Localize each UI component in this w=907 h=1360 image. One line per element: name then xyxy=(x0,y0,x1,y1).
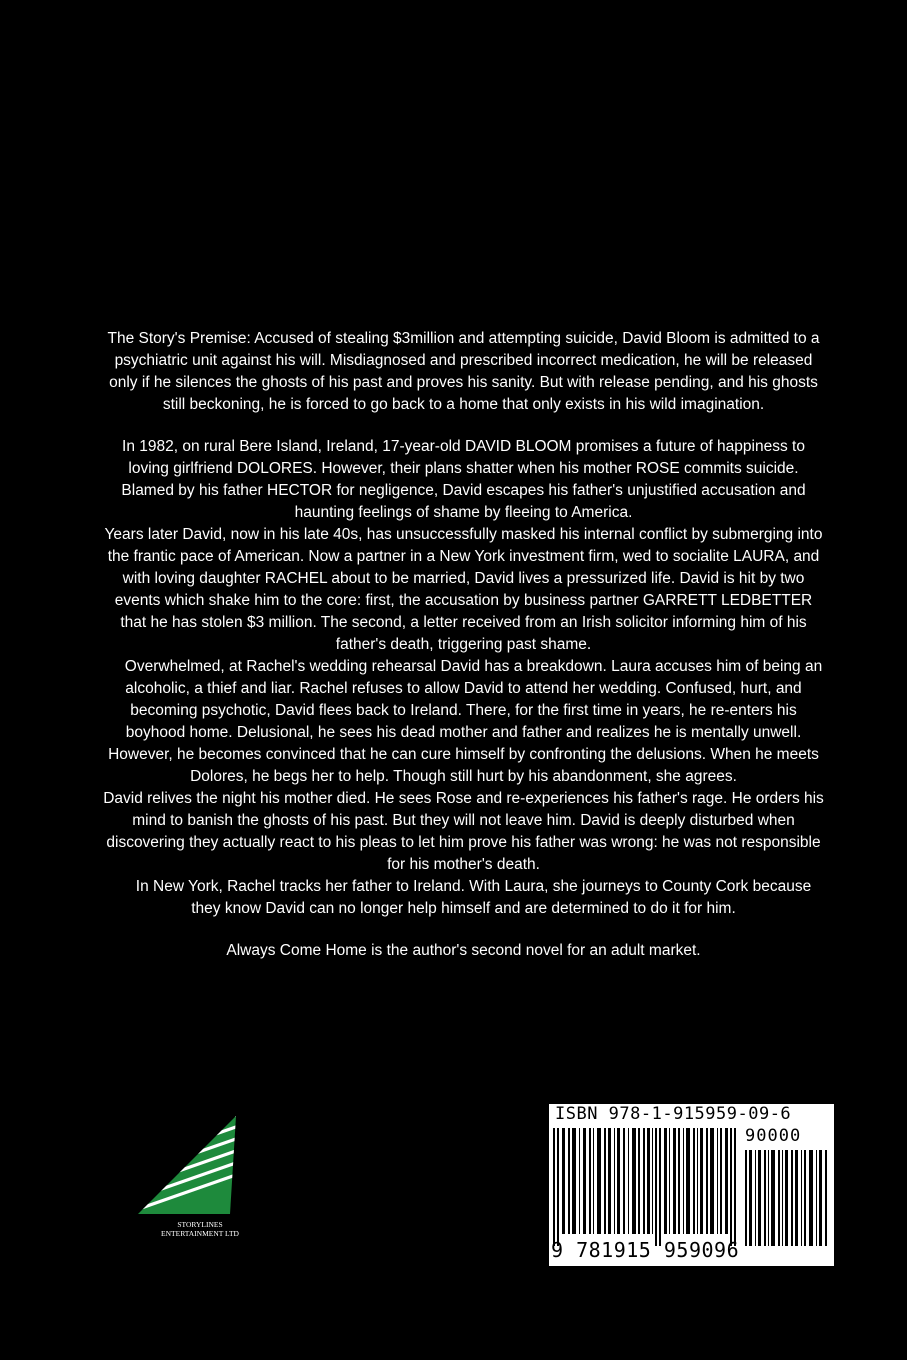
barcode-digits: 9 781915 959096 xyxy=(551,1238,740,1262)
isbn-barcode xyxy=(549,1104,834,1266)
story-paragraph-3: Overwhelmed, at Rachel's wedding rehearsal David has a breakdown. Laura accuses him of being an alcoholic, a thief and liar. Rachel refuses to allow David to attend her wedding. Confused, hurt, and becoming psychotic, David flees back to Ireland. There, for the first time in years, he re-enters his boyhood home. Delusional, he sees his dead mother and father and realizes he is mentally unwell. However, he becomes convinced that he can cure himself by confronting the delusions. When he meets Dolores, he begs her to help. Though still hurt by his abandonment, she agrees. xyxy=(108,658,823,785)
sail-logo-icon xyxy=(130,1112,250,1220)
back-cover-blurb xyxy=(100,328,827,962)
story-paragraph-1: In 1982, on rural Bere Island, Ireland, 17-year-old DAVID BLOOM promises a future of happiness to loving girlfriend DOLORES. However, their plans shatter when his mother ROSE commits suicide. Blamed by his father HECTOR for negligence, David escapes his father's unjustified accusation and haunting feelings of shame by fleeing to America. xyxy=(121,438,806,521)
publisher-name-line2: ENTERTAINMENT LTD xyxy=(161,1229,239,1238)
barcode-addon-digits: 90000 xyxy=(745,1126,802,1146)
publisher-name xyxy=(130,1220,270,1238)
story-paragraph-5: In New York, Rachel tracks her father to Ireland. With Laura, she journeys to County Cork because they know David can no longer help himself and are determined to do it for him. xyxy=(135,878,812,917)
story-paragraph-2: Years later David, now in his late 40s, has unsuccessfully masked his internal conflict by submerging into the frantic pace of American. Now a partner in a New York investment firm, wed to socialite LAURA, and with loving daughter RACHEL about to be married, David lives a pressurized life. David is hit by two events which shake him to the core: first, the accusation by business partner GARRETT LEDBETTER that he has stolen $3 million. The second, a letter received from an Irish solicitor informing him of his father's death, triggering past shame. xyxy=(104,526,823,653)
story-paragraph-4: David relives the night his mother died. He sees Rose and re-experiences his father's rage. He orders his mind to banish the ghosts of his past. But they will not leave him. David is deeply disturbed when discovering they actually react to his pleas to let him prove his father was wrong: he was not responsible for his mother's death. xyxy=(103,790,824,873)
premise-paragraph: The Story's Premise: Accused of stealing $3million and attempting suicide, David Bloom is admitted to a psychiatric unit against his will. Misdiagnosed and prescribed incorrect medication, he will be released only if he silences the ghosts of his past and proves his sanity. But with release pending, and his ghosts still beckoning, he is forced to go back to a home that only exists in his wild imagination. xyxy=(107,330,820,413)
publisher-name-line1: STORYLINES xyxy=(177,1220,223,1229)
publisher-logo xyxy=(130,1112,250,1242)
closing-line: Always Come Home is the author's second novel for an adult market. xyxy=(226,942,701,959)
isbn-label: ISBN 978-1-915959-09-6 xyxy=(555,1104,792,1124)
